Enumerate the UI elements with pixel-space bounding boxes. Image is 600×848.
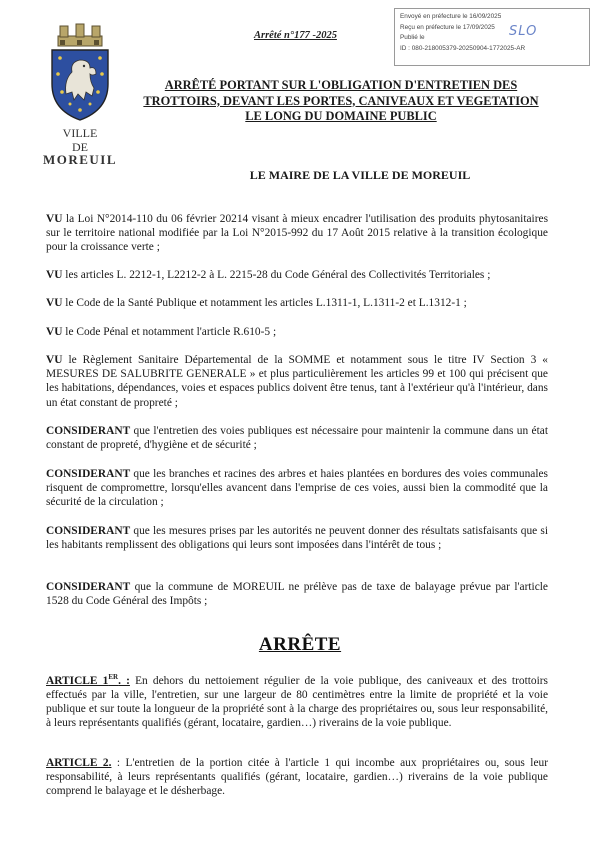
decree-reference: Arrêté n°177 -2025 — [254, 30, 337, 41]
recital-7: CONSIDERANT que les branches et racines des arbres et haies plantées en bordures des voies communales risquent de compromettre, lorsqu'elles avancent dans l'emprise de ces voies, aussi bien la commodité que la sécurité de la circulation ; — [46, 468, 548, 509]
recital-8: CONSIDERANT que les mesures prises par les autorités ne peuvent donner des résultats satisfaisants que si les habitants remplissent des obligations qui leurs sont imposées dans l'intérêt de tous ; — [46, 525, 548, 552]
town-label-de: DE — [72, 140, 88, 154]
recital-5: VU le Règlement Sanitaire Départemental de la SOMME et notamment sous le titre IV Section 3 « MESURES DE SALUBRITE GENERALE » et plus particulièrement les articles 99 et 100 qui précisent que les habitations, dépendances, voies et espaces publics doivent être tenus, tant à l'extérieur qu'à l'intérieur, dans un état constant de propreté ; — [46, 354, 548, 409]
stamp-received: Reçu en préfecture le 17/09/2025 — [400, 23, 495, 31]
article-1: ARTICLE 1ER. : En dehors du nettoiement régulier de la voie publique, des caniveaux et des trottoirs effectués par la ville, l'entretien, sur une largeur de 80 centimètres entre la limite de propriété et la voie publique et sur toute la longueur de la propriété sont à la charge des propriétaires ou, sous leur responsabilité, à leurs représentants qualifiés (gérant, locataire, gardien…) riverains de la voie publique. — [46, 673, 548, 730]
recital-3: VU le Code de la Santé Publique et notamment les articles L.1311-1, L.1311-2 et L.1312-1 ; — [46, 297, 467, 309]
prefecture-stamp — [394, 8, 590, 66]
article-2: ARTICLE 2. : L'entretien de la portion citée à l'article 1 qui incombe aux propriétaires ou, sous leur responsabilité, à leurs représentants qualifiés (gérant, locataire, gardien…) riverains de la voie publique comprend le balayage et le désherbage. — [46, 757, 548, 798]
stamp-sent: Envoyé en préfecture le 16/09/2025 — [400, 13, 502, 20]
recital-4: VU le Code Pénal et notamment l'article R.610-5 ; — [46, 326, 277, 338]
article-1-label: ARTICLE 1ER. : — [46, 673, 130, 687]
recital-9: CONSIDERANT que la commune de MOREUIL ne prélève pas de taxe de balayage prévue par l'article 1528 du Code Général des Impôts ; — [46, 581, 548, 608]
town-label-ville: VILLE — [62, 126, 98, 140]
recital-2: VU les articles L. 2212-1, L2212-2 à L. 2215-28 du Code Général des Collectivités Territoriales ; — [46, 269, 491, 281]
town-label-name: MOREUIL — [42, 152, 118, 167]
stamp-signature: SLO — [509, 24, 538, 39]
stamp-published: Publié le — [400, 34, 425, 42]
decision-heading: ARRÊTE — [258, 634, 342, 655]
article-2-label: ARTICLE 2. — [46, 757, 112, 769]
stamp-id: ID : 080-218005379-20250904-1772025-AR — [400, 44, 526, 52]
document-title: ARRÊTÉ PORTANT SUR L'OBLIGATION D'ENTRETIEN DES TROTTOIRS, DEVANT LES PORTES, CANIVEAUX ET VEGETATION LE LONG DU DOMAINE PUBLIC — [143, 78, 539, 123]
issuing-authority: LE MAIRE DE LA VILLE DE MOREUIL — [249, 168, 471, 182]
coat-of-arms-icon — [46, 22, 114, 122]
recital-1: VU la Loi N°2014-110 du 06 février 20214 visant à mieux encadrer l'utilisation des produits phytosanitaires sur le territoire national modifiée par la Loi N°2015-992 du 17 Août 2015 relative à la transition écologique pour la croissance verte ; — [46, 213, 548, 254]
recital-6: CONSIDERANT que l'entretien des voies publiques est nécessaire pour maintenir la commune dans un état constant de propreté, d'hygiène et de sécurité ; — [46, 425, 548, 452]
